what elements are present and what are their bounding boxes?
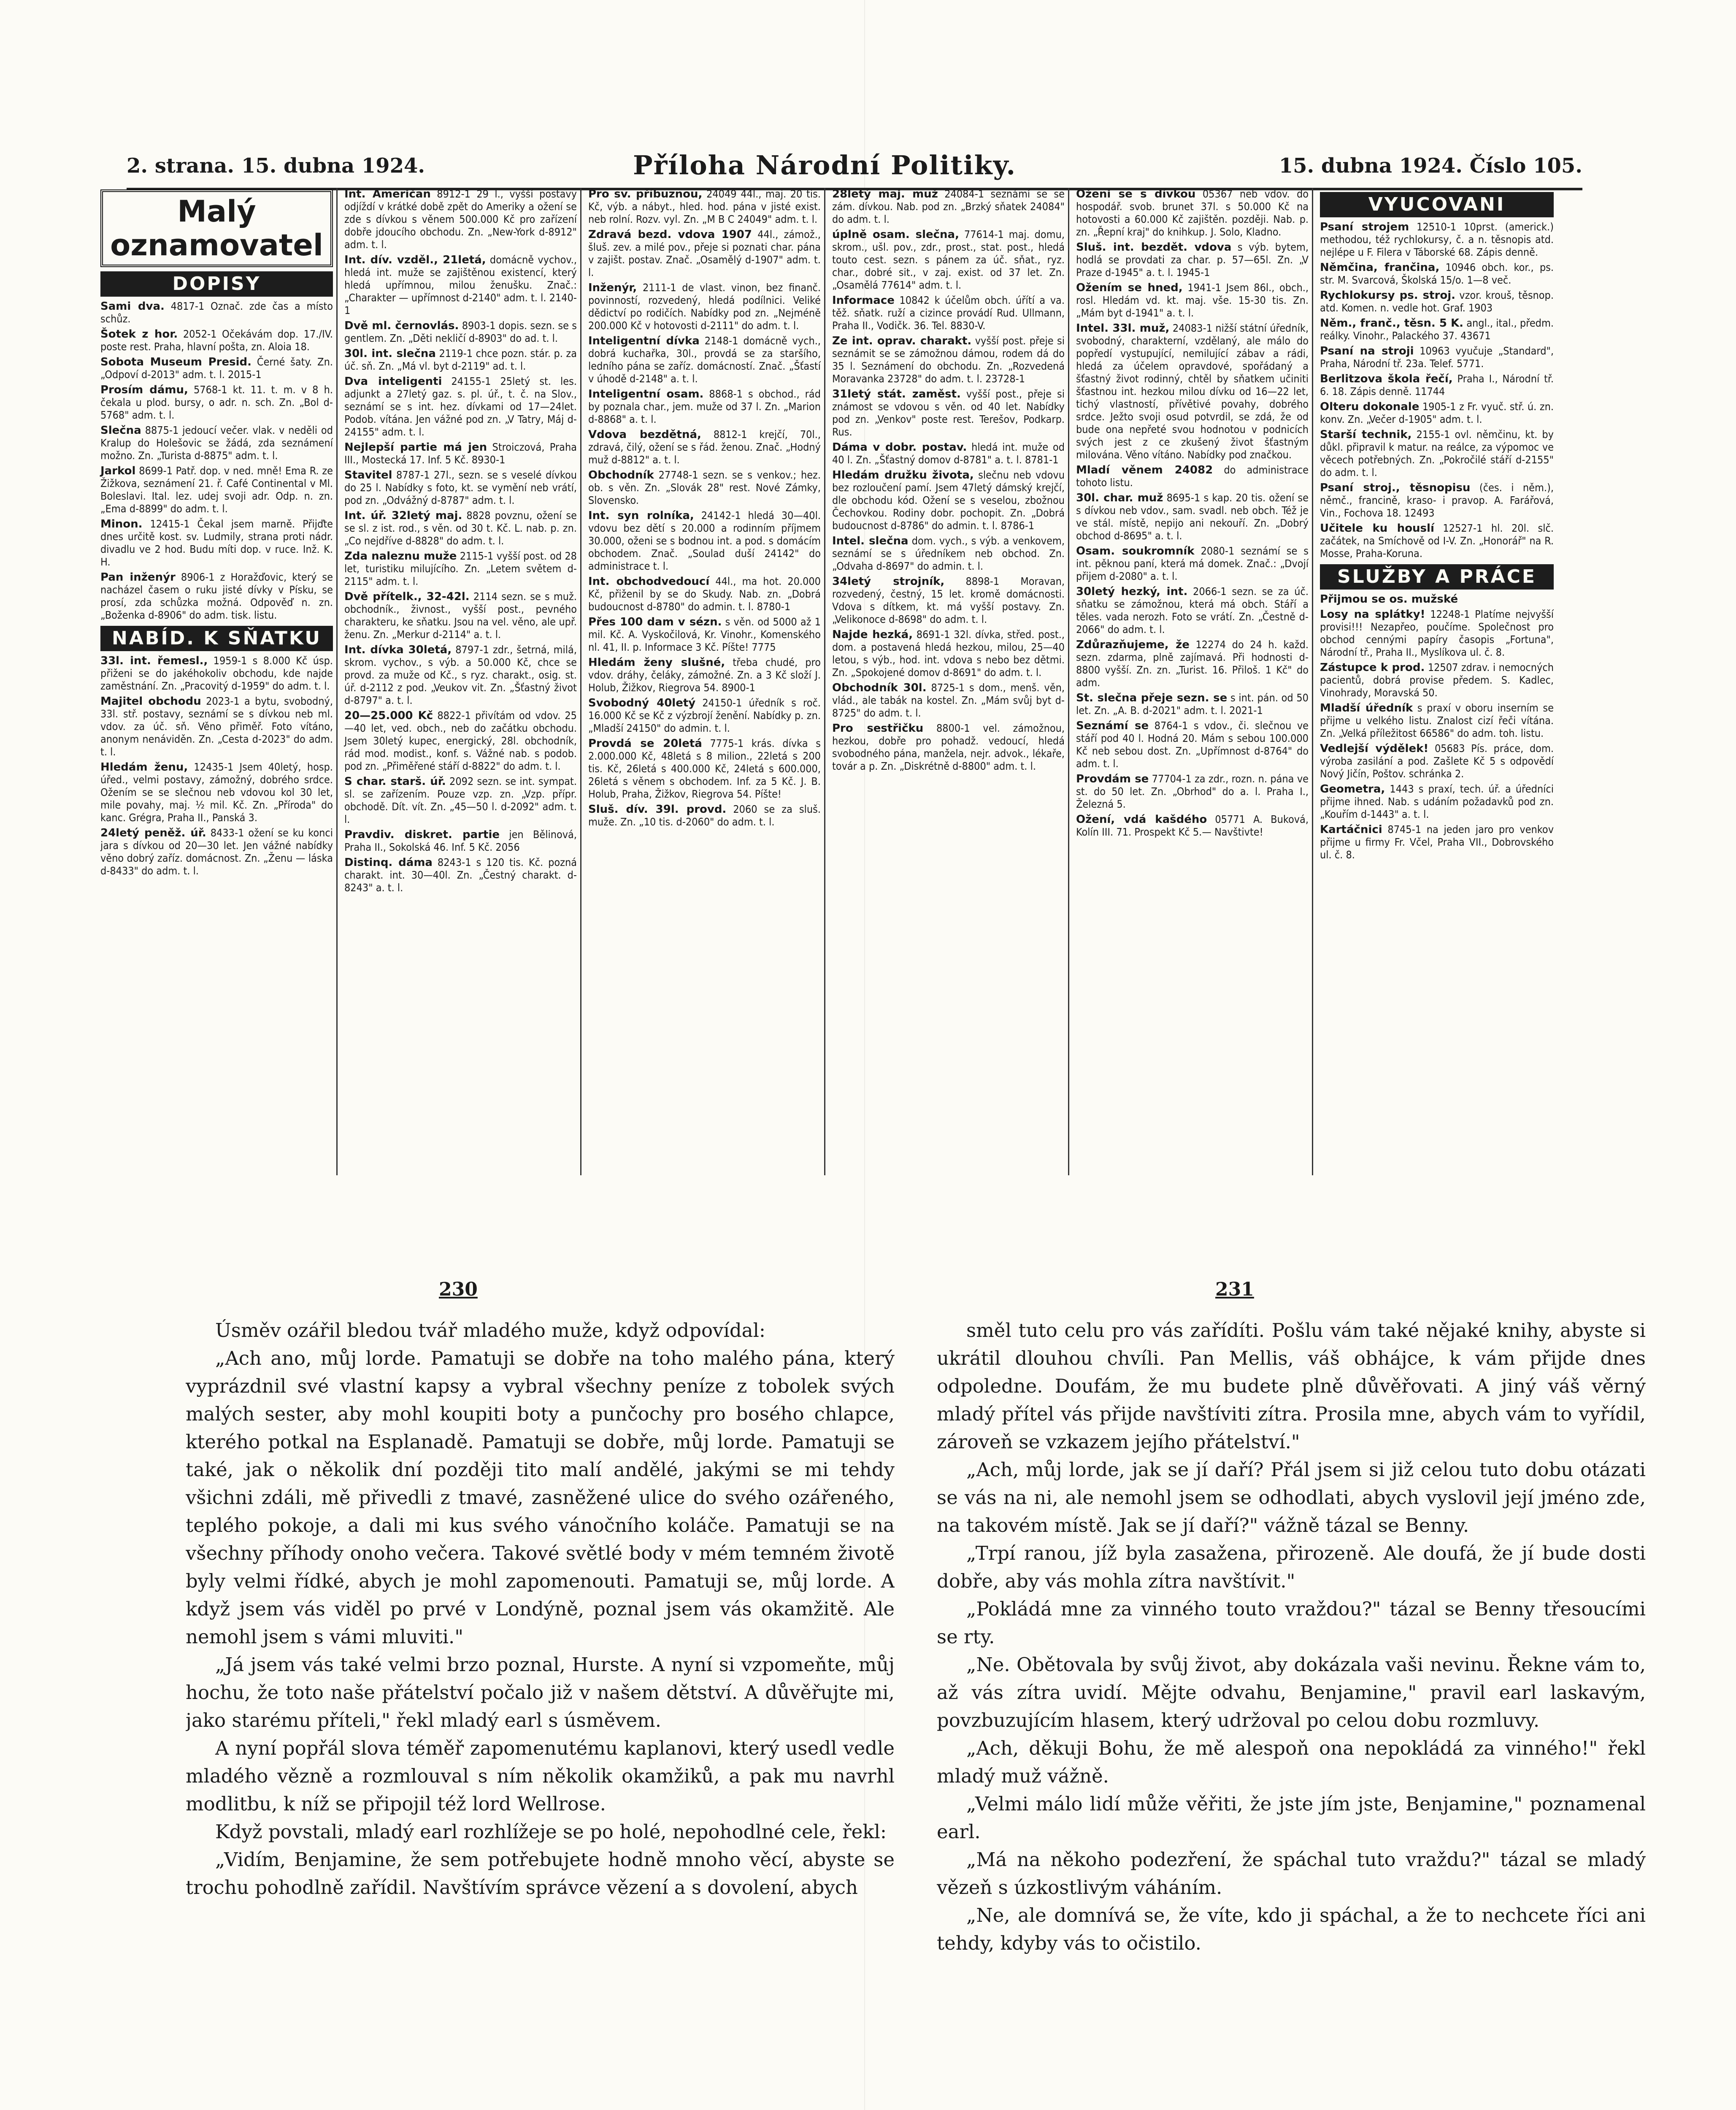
ad-heading: 24letý peněž. úř. <box>100 827 206 839</box>
ad-heading: Dvě ml. černovlás. <box>344 319 459 332</box>
ad-text: 1959-1 s 8.000 Kč úsp. přiženi se do jakéhokoliv obchodu, kde najde zaměstnání. Zn. „Pracovitý d-1959" do adm. t. l. <box>100 655 333 692</box>
classified-ad <box>832 188 1065 226</box>
classified-ad <box>588 656 821 694</box>
ad-text: do administrace tohoto listu. <box>1076 464 1309 489</box>
ad-heading: Starší technik, <box>1320 428 1412 441</box>
ad-heading: Pro sv. příbuznou, <box>588 188 703 200</box>
story-column-right <box>937 1317 1646 2110</box>
story-paragraph: „Ne, ale domnívá se, že víte, kdo ji spáchal, a že to nechcete říci ani tehdy, kdyby vás to očistilo. <box>937 1904 1646 1954</box>
classified-ad <box>588 281 821 332</box>
ad-heading: Hledám družku života, <box>832 469 974 482</box>
classified-ad <box>100 518 333 568</box>
ad-text: 8433-1 ožení se ku konci jara s dívkou od 20—30 let. Jen vážné nabídky věno dobrý zaříz. domácnost. Zn. „Ženu — láska d-8433" do adm. t. l. <box>100 827 333 877</box>
classified-ad <box>588 335 821 385</box>
classified-ad <box>832 575 1065 626</box>
classified-ad <box>588 803 821 828</box>
story-paragraph: „Velmi málo lidí může věřiti, že jste jím jste, Benjamine," poznamenal earl. <box>937 1793 1646 1843</box>
story-column-left <box>186 1317 895 2110</box>
ad-heading: Pan inženýr <box>100 571 176 584</box>
header-date-left: 2. strana. 15. dubna 1924. <box>127 154 425 178</box>
ad-text: 2119-1 chce pozn. stár. p. za úč. sň. Zn. „Má vl. byt d-2119" ad. t. l. <box>344 347 577 372</box>
classified-ad <box>588 575 821 613</box>
classified-ad <box>832 441 1065 466</box>
ad-text: 8764-1 s vdov., či. slečnou ve stáří pod 40 l. Hodná 20. Mám s sebou 100.000 Kč neb sebou dost. Zn. „Upřímnost d-8764" do adm. t. l. <box>1076 720 1309 770</box>
classified-ad <box>588 697 821 735</box>
story-paragraph: „Já jsem vás také velmi brzo poznal, Hurste. A nyní si vzpomeňte, můj hochu, že toto naše přátelství počalo již v našem dětství. A důvěřujte mi, jako starému příteli," řekl mladý earl s úsměvem. <box>186 1653 895 1731</box>
ad-heading: 20—25.000 Kč <box>344 709 433 722</box>
classified-ad <box>1320 261 1554 287</box>
story-paragraph: „Ach, můj lorde, jak se jí daří? Přál jsem si již celou tuto dobu otázati se vás na ni, ale nemohl jsem se odhodlati, abych vyslovil její jméno zde, na takovém místě. Jak se jí daří?" vážně tázal se Benny. <box>937 1458 1646 1537</box>
classified-ad <box>832 294 1065 332</box>
ad-heading: 30l. char. muž <box>1076 492 1163 504</box>
ad-text: Praha I., Národní tř. 6. 18. Zápis denně. 11744 <box>1320 373 1554 398</box>
ad-text: s praxí v oboru inserním se přijme u velkého listu. Znalost cizí řeči vítána. Zn. „Velká příležitost 66586" do adm. toh. listu. <box>1320 702 1554 739</box>
classified-ad <box>1076 188 1309 238</box>
ad-text: 8822-1 přivítám od vdov. 25—40 let, ved. obch., neb do začátku obchodu. Jsem 30letý kupec, energický, 28l. obchodník, rád mod. modist., konf. s. Vážné nab. s podob. pod zn. „Přiměřené stáří d-8822" do adm. t. l. <box>344 709 577 772</box>
ad-heading: Provdám se <box>1076 773 1149 785</box>
ad-heading: St. slečna přeje sezn. se <box>1076 692 1228 704</box>
classified-ad <box>100 465 333 515</box>
story-paragraph: „Pokládá mne za vinného touto vraždou?" tázal se Benny třesoucími se rty. <box>937 1598 1646 1648</box>
classified-ad <box>1320 661 1554 699</box>
ad-text: 8699-1 Patř. dop. v ned. mně! Ema R. ze Žižkova, seznámení 21. ř. Café Continental v Ml. Boleslavi. Ital. lez. udej svoji adr. Odp. n. zn. „Ema d-8899" do adm. t. l. <box>100 465 333 515</box>
ad-text: slečnu neb vdovu bez rozloučení pamí. Jsem 47letý dámský krejčí, dle obchodu kód. Ožení se s veselou, zbožnou Čechovkou. Rodiny dobr. pochopit. Zn. „Dobrá budoucnost d-8786" do admin. t. l. 8786-1 <box>832 469 1065 532</box>
classified-ad <box>1320 317 1554 342</box>
ad-text: 8912-1 29 l., vyšší postavy odjíždí v krátké době zpět do Ameriky a ožení se zde s dívkou s věnem 500.000 Kč pro zařízení dobře jdoucího obchodu. Zn. „New-York d-8912" adm. t. l. <box>344 188 577 251</box>
ad-heading: Nejlepší partie má jen <box>344 441 487 454</box>
ad-heading: Sluš. dív. 39l. provd. <box>588 803 727 816</box>
ad-text: 12527-1 hl. 20l. slč. začátek, na Smíchově od I-V. Zn. „Honorář" na R. Mosse, Praha-Koruna. <box>1320 522 1554 560</box>
classified-ad <box>1076 720 1309 770</box>
ad-text: třeba chudé, pro vdov. dráhy, čeláky, zámožné. Zn. a 3 Kč složí J. Holub, Žižkov, Riegrova 54. 8900-1 <box>588 656 821 694</box>
classified-ad <box>344 590 577 641</box>
ad-text: 2114 sezn. se s muž. obchodník., živnost., vyšší post., pevného charakteru, ke sňatku. Jsou na vel. věno, ale upř. ženu. Zn. „Merkur d-2114" a. t. l. <box>344 590 577 641</box>
ad-text: 2023-1 a bytu, svobodný, 33l. stř. postavy, seznámí se s dívkou neb ml. vdov. za úč. sň. Věno přiměř. Foto vítáno, anonym nenáviděn. Zn. „Cesta d-2023" do adm. t. l. <box>100 695 333 758</box>
classified-ad <box>832 682 1065 720</box>
ad-text: 24150-1 úředník s roč. 16.000 Kč se Kč z výzbrojí ženění. Nabídky p. zn. „Mladší 24150" do admin. t. l. <box>588 697 821 734</box>
classified-ad <box>1076 545 1309 583</box>
ad-text: 2092 sezn. se int. sympat. sl. se zařízením. Pouze vzp. zn. „Vzp. přípr. obchodě. Dít. vít. Zn. „45—50 l. d-2092" adm. t. l. <box>344 775 577 825</box>
ad-heading: Ožení, vdá kašdého <box>1076 813 1207 826</box>
classified-ad <box>588 469 821 507</box>
ad-heading: Slečna <box>100 424 141 437</box>
ad-text: 4817-1 Označ. zde čas a místo schůz. <box>100 300 333 325</box>
ad-text: 24083-1 nižší státní úředník, svobodný, charakterní, vzdělaný, ale málo do popředí vystupující, nemilující zábav a rádi, hledá za účelem opravdové, spořádaný a šťastný život rodinný, chtěl by sňatkem učiniti šťastnou int. hezkou milou dívku od 16—22 let, tichý vlastností, přívětivé povahy, dobrého srdce. Ježto svoji osud potvrdil, se zdá, že od bude ona nepřeté svou hodnotou v podnicích svých jest z ce zkušený život šťastným milována. Věno vítáno. Nabídky pod značkou. <box>1076 322 1309 461</box>
ad-text: 2080-1 seznámí se s int. pěknou paní, která má domek. Znač.: „Dvojí přijem d-2080" a. t. l. <box>1076 545 1309 582</box>
classified-ad <box>344 775 577 826</box>
ad-text: 8797-1 zdr., šetrná, milá, skrom. vychov., s výb. a 50.000 Kč, chce se provd. za muže od Kč., s ryz. charakt., osig. st. úř. d-2112 z pod. „Veukov vit. Zn. „Šťastný život d-8797" a. t. l. <box>344 644 577 706</box>
classified-ad <box>1076 492 1309 542</box>
ad-heading: Zdůrazňujeme, že <box>1076 638 1190 651</box>
classified-ad <box>344 441 577 466</box>
ad-heading: Mladší úředník <box>1320 702 1413 714</box>
masthead-line: oznamovatel <box>110 228 323 262</box>
ad-text: (čes. i něm.), němč., francině, kraso- i pravop. A. Farářová, Vin., Fochova 18. 12493 <box>1320 482 1554 519</box>
classified-ad <box>1320 593 1554 606</box>
ad-text: 05683 Pís. práce, dom. výroba zasilání a pod. Zašlete Kč 5 s odpovědí Nový Jičín, Poštov. schránka 2. <box>1320 742 1554 780</box>
ad-text: s výb. bytem, hodlá se provdati za char. p. 57—65l. Zn. „V Praze d-1945" a. t. l. 1945-1 <box>1076 241 1309 279</box>
ad-text: 77614-1 maj. domu, skrom., ušl. pov., zdr., prost., stat. post., hledá touto cest. sezn. s pánem za úč. sňat., ryz. char., dobré sit., v zaj. exist. od 37 let. Zn. „Osamělá 77614" adm. t. l. <box>832 228 1065 291</box>
classified-ad <box>1320 373 1554 398</box>
ad-text: 1443 s praxí, tech. úř. a úředníci přijme ihned. Nab. s udáním požadavků pod zn. „Kouřím d-1443" a. t. l. <box>1320 783 1554 820</box>
small-ads-masthead <box>100 189 333 267</box>
ad-text: s int. pán. od 50 let. Zn. „A. B. d-2021" adm. t. l. 2021-1 <box>1076 692 1309 717</box>
ad-heading: Zástupce k prod. <box>1320 661 1425 674</box>
story-paragraph: směl tuto celu pro vás zařídíti. Pošlu vám také nějaké knihy, abyste si ukrátil dlouhou chvíli. Pan Mellis, váš obhájce, k vám přijde dnes odpoledne. Doufám, že mu budete plně důvěřovati. A jiný váš věrný mladý přítel vás přijde navštíviti zítra. Prosila mne, abych vám to vyřídil, zároveň se vzkazem jejího přátelství." <box>937 1319 1646 1453</box>
ad-text: 8812-1 krejčí, 70l., zdravá, čilý, ožení se s řád. ženou. Znač. „Hodný muž d-8812" a. t. l. <box>588 428 821 466</box>
ad-heading: Přijmou se os. mužské <box>1320 593 1458 606</box>
ad-heading: Psaní strojem <box>1320 221 1409 233</box>
ad-heading: Psaní na stroji <box>1320 345 1414 357</box>
ad-text: 2060 se za sluš. muže. Zn. „10 tis. d-2060" do adm. t. l. <box>588 803 821 828</box>
ad-heading: Psaní stroj., těsnopisu <box>1320 482 1471 494</box>
classified-ad <box>588 509 821 573</box>
story-paragraph: „Vidím, Benjamine, že sem potřebujete hodně mnoho věcí, abyste se trochu pohodlně zařídil. Navštívím správce vězení a s dovolení, abych <box>186 1848 895 1899</box>
ad-heading: Minon. <box>100 518 143 530</box>
classified-ad <box>344 509 577 547</box>
ad-text: 1941-1 Jsem 86l., obch., rosl. Hledám vd. kt. maj. vše. 15-30 tis. Zn. „Mám byt d-1941" a. t. l. <box>1076 281 1309 319</box>
ad-heading: Int. syn rolníka, <box>588 509 694 522</box>
ad-text: 10946 obch. kor., ps. str. M. Svarcová, Školská 15/o. 1—8 več. <box>1320 261 1554 286</box>
ad-heading: Geometra, <box>1320 783 1385 795</box>
ad-text: 2111-1 de vlast. vinon, bez finanč. povinností, rozvedený, hledá podílnici. Veliké dědictví po rodičích. Nabídky pod zn. „Nejméně 200.000 Kč v hotovosti d-2111" do adm. t. l. <box>588 281 821 332</box>
story-paragraph: „Má na někoho podezření, že spáchal tuto vraždu?" tázal se mladý vězeň s úzkostlivým váháním. <box>937 1848 1646 1899</box>
page-number-right: 231 <box>1215 1279 1254 1300</box>
ad-text: 12510-1 10prst. (americk.) methodou, též rychlokursy, č. a n. těsnopis atd. nejlépe u F. Filera v Táborské 68. Zápis denně. <box>1320 221 1554 258</box>
ad-heading: Ožením se hned, <box>1076 281 1183 294</box>
ad-text: 2052-1 Očekávám dop. 17./IV. poste rest. Praha, hlavní pošta, zn. Aloia 18. <box>100 328 333 353</box>
classified-ad <box>344 856 577 894</box>
classified-ad <box>1320 783 1554 821</box>
classified-ad <box>100 695 333 758</box>
ad-heading: Mladí věnem 24082 <box>1076 464 1213 476</box>
ad-text: 8800-1 vel. zámožnou, hezkou, dobře pro pohadž. vedoucí, hledá svobodného pána, manžela, nejr. advok., lékaře, továr a p. Zn. „Diskrétně d-8800" adm. t. l. <box>832 722 1065 772</box>
classified-ad <box>1320 823 1554 861</box>
ad-text: 8725-1 s dom., menš. věn, vlád., ale tabák na kostel. Zn. „Mám svůj byt d-8725" do adm. t. l. <box>832 682 1065 719</box>
classified-ad <box>1076 464 1309 489</box>
ad-text: 12507 zdrav. i nemocných pacientů, dobrá provise předem. S. Kadlec, Vinohrady, Moravská 50. <box>1320 661 1554 699</box>
classified-ad <box>1320 742 1554 780</box>
ad-text: 44l., zámož., šluš. zev. a milé pov., přeje si poznati char. pána v zajišt. postav. Znač. „Osamělý d-1907" adm. t. l. <box>588 228 821 279</box>
masthead-line: Malý <box>177 194 256 229</box>
ad-heading: Sobota Museum Presid. <box>100 356 252 368</box>
ad-heading: Oženi se s dívkou <box>1076 188 1196 200</box>
ad-heading: Vdova bezdětná, <box>588 428 701 441</box>
ad-heading: Zdravá bezd. vdova 1907 <box>588 228 752 241</box>
header-supplement-title: Příloha Národní Politiky. <box>633 150 1017 181</box>
classified-ad <box>100 761 333 824</box>
classified-ad <box>1320 608 1554 659</box>
classified-ad <box>344 188 577 251</box>
ad-text: 24142-1 hledá 30—40l. vdovu bez dětí s 20.000 a rodinním příjmem 30.000, oženi se s bodnou int. a pod. s domácím obchodem. Znač. „Soulad duší 24142" do administrace t. l. <box>588 509 821 572</box>
classified-ad <box>1320 428 1554 479</box>
ad-text: 77704-1 za zdr., rozn. n. pána ve st. do 50 let. Zn. „Obrhod" do a. l. Praha I., Železná 5. <box>1076 773 1309 810</box>
classified-ad <box>344 347 577 373</box>
ad-text: domácně vychov., hledá int. muže se zajištěnou existencí, který hledá upřímnou, milou ženušku. Znač.: „Charakter — upřímnost d-2140" adm. t. l. 2140-1 <box>344 254 577 316</box>
classified-ad <box>832 388 1065 438</box>
classified-ad <box>588 737 821 801</box>
ad-heading: Kartáčnici <box>1320 823 1382 836</box>
story-paragraph: „Ach, děkuji Bohu, že mě alespoň ona nepokládá za vinného!" řekl mladý muž vážně. <box>937 1737 1646 1787</box>
classified-ad <box>1076 241 1309 279</box>
classified-ad <box>344 375 577 438</box>
ad-heading: Informace <box>832 294 895 307</box>
ad-heading: Intel. 33l. muž, <box>1076 322 1170 335</box>
classified-ad <box>1076 638 1309 689</box>
ad-heading: Inteligentní osam. <box>588 388 704 400</box>
ad-heading: Int. obchodvedoucí <box>588 575 710 588</box>
ad-text: 8691-1 32l. dívka, střed. post., dom. a postavená hledá hezkou, milou, 25—40 letou, s výb., hod. int. vdova s nebo bez dětmi. Zn. „Spokojené domov d-8691" do adm. t. l. <box>832 628 1065 679</box>
classified-ad <box>344 469 577 507</box>
classified-ad <box>100 356 333 381</box>
classified-ad <box>832 228 1065 292</box>
ad-heading: Svobodný 40letý <box>588 697 696 709</box>
classified-ad <box>100 300 333 325</box>
classified-ad <box>344 550 577 588</box>
ad-heading: 33l. int. řemesl., <box>100 655 208 667</box>
ad-heading: Učitele ku houslí <box>1320 522 1434 535</box>
ad-column-4 <box>829 188 1069 1175</box>
ad-text: s věn. od 5000 až 1 mil. Kč. A. Vyskočilová, Kr. Vinohr., Komenského nl. 41, II. p. Informace 3 Kč. Píšte! 7775 <box>588 616 821 653</box>
story-paragraph: A nyní popřál slova téměř zapomenutému kaplanovi, který usedl vedle mladého vězně a rozmlouval s ním několik okamžiků, a pak mu navrhl modlitbu, k níž se připojil též lord Wellrose. <box>186 1737 895 1815</box>
ad-text: jen Bělinová, Praha II., Sokolská 46. Inf. 5 Kč. 2056 <box>344 828 577 853</box>
ad-heading: Najde hezká, <box>832 628 913 641</box>
classified-ad <box>100 424 333 462</box>
header-issue-number: 15. dubna 1924. Číslo 105. <box>1279 154 1582 178</box>
ad-text: 8745-1 na jeden jaro pro venkov přijme u firmy Fr. Včel, Praha VII., Dobrovského ul. č. 8. <box>1320 823 1554 861</box>
classified-ads <box>97 188 1561 1175</box>
ad-column-6 <box>1317 188 1557 1175</box>
classified-ad <box>344 709 577 773</box>
ad-heading: Obchodník 30l. <box>832 682 927 694</box>
story-paragraph: „Trpí ranou, jíž byla zasažena, přirozeně. Ale doufá, že jí bude dosti dobře, aby vás mohla zítra navštívit." <box>937 1542 1646 1592</box>
ad-text: 12435-1 Jsem 40letý, hosp. úřed., velmi postavy, zámožný, dobrého srdce. Ožením se se slečnou neb vdovou kol 30 let, mile povahy, maj. ½ mil. Kč. Zn. „Příroda" do kanc. Grégra, Praha II., Panská 3. <box>100 761 333 824</box>
classified-ad <box>1076 322 1309 461</box>
ad-heading: Int. dív. vzděl., 21letá, <box>344 254 486 266</box>
classified-ad <box>1320 289 1554 314</box>
ad-heading: Rychlokursy ps. stroj. <box>1320 289 1456 302</box>
ad-text: 44l., ma hot. 20.000 Kč, přiženil by se do Skudy. Nab. zn. „Dobrá budoucnost d-8780" do admin. t. l. 8780-1 <box>588 575 821 613</box>
ad-heading: Zda naleznu muže <box>344 550 457 563</box>
classified-ad <box>588 616 821 654</box>
ad-text: 1905-1 z Fr. vyuč. stř. ú. zn. konv. Zn. „Večer d-1905" adm. t. l. <box>1320 400 1554 425</box>
classified-ad <box>100 827 333 877</box>
ad-text: 8875-1 jedoucí večer. vlak. v neděli od Kralup do Holešovic se žádá, zda seznámení možno. Zn. „Turista d-8875" adm. t. l. <box>100 424 333 462</box>
page-header <box>127 150 1582 190</box>
ad-text: 7775-1 krás. dívka s 2.000.000 Kč, 48letá s 8 milion., 22letá s 200 tis. Kč, 26letá s 400.000 Kč, 24letá s 600.000, 26letá s věnem s obchodem. Inf. za 5 Kč. J. B. Holub, Praha, Žižkov, Riegrova 54. Píšte! <box>588 737 821 800</box>
classified-ad <box>832 469 1065 532</box>
ad-heading: Ze int. oprav. charakt. <box>832 335 972 347</box>
classified-ad <box>1076 813 1309 839</box>
ad-heading: Šotek z hor. <box>100 328 178 341</box>
ad-heading: Distinq. dáma <box>344 856 433 869</box>
story-paragraph: Když povstali, mladý earl rozhlížeje se po holé, nepohodlné cele, řekl: <box>215 1821 887 1843</box>
ad-text: 12415-1 Čekal jsem marně. Přijďte dnes určitě kost. sv. Ludmily, strana proti nádr. divadlu ve 2 hod. Budu míti dop. v ruce. Inž. K. H. <box>100 518 333 568</box>
classified-ad <box>100 571 333 622</box>
classified-ad <box>1320 345 1554 370</box>
ad-text: 24155-1 25letý st. les. adjunkt a 27letý gaz. s. pl. úř., t. č. na Slov., seznámí se s int. hez. dívkami od 17—24let. Podob. vítána. Jen vážné pod zn. „V Tatry, Máj d-24155" adm. t. l. <box>344 375 577 438</box>
ad-column-1 <box>97 188 338 1175</box>
ad-text: 05771 A. Buková, Kolín III. 71. Prospekt Kč 5.— Navštivte! <box>1076 813 1309 838</box>
ad-text: 5768-1 kt. 11. t. m. v 8 h. čekala u plod. bursy, o adr. n. sch. Zn. „Bol d-5768" adm. t. l. <box>100 384 333 421</box>
ad-text: 2066-1 sezn. se za úč. sňatku se zámožnou, která má obch. Stáří a těles. vada nerozh. Foto se vrátí. Zn. „Čestně d-2066" do adm. t. l. <box>1076 585 1309 636</box>
ad-heading: Losy na splátky! <box>1320 608 1425 621</box>
classified-ad <box>1320 482 1554 519</box>
ad-column-2 <box>341 188 581 1175</box>
classified-ad <box>1320 522 1554 560</box>
ad-text: 8243-1 s 120 tis. Kč. pozná charakt. int. 30—40l. Zn. „Čestný charakt. d-8243" a. t. l. <box>344 856 577 894</box>
ad-column-5 <box>1073 188 1313 1175</box>
ad-text: vyšší post. přeje si seznámit se se zámožnou dámou, rodem dá do 35 l. Seznámení do obchodu. Zn. „Rozvedená Moravanka 23728" do adm. t. l. 23728-1 <box>832 335 1065 385</box>
ad-heading: Hledám ženy slušné, <box>588 656 725 669</box>
ad-text: 2148-1 domácně vych., dobrá kuchařka, 30l., provdá se za staršího, ledního pána se zaříz. domácností. Znač. „Šťastí v úhodě d-2148" a. t. l. <box>588 335 821 385</box>
classified-ad <box>1076 281 1309 319</box>
classified-ad <box>1076 585 1309 636</box>
ad-text: 10842 k účelům obch. úřítí a va. těž. sňatk. ruží a cizince provádí Rud. Ullmann, Praha II., Vodičk. 36. Tel. 8830-V. <box>832 294 1065 332</box>
ad-heading: Dva inteligenti <box>344 375 442 388</box>
classified-ad <box>832 535 1065 573</box>
ad-text: dom. vych., s výb. a venkovem, seznámí se s úředníkem neb obchod. Zn. „Odvaha d-8697" do admin. t. l. <box>832 535 1065 572</box>
ad-heading: 30letý hezký, int. <box>1076 585 1188 598</box>
classified-ad <box>344 319 577 345</box>
ad-heading: Přes 100 dam v sézn. <box>588 616 722 628</box>
ad-text: 8695-1 s kap. 20 tis. ožení se s dívkou neb vdov., sam. svadl. neb obch. Též je ve stál. místě, nepijo ani nekouří. Zn. „Dobrý obchod d-8695" a. t. l. <box>1076 492 1309 542</box>
story-paragraph: „Ach ano, můj lorde. Pamatuji se dobře na toho malého pána, který vyprázdnil své vlastní kapsy a vybral všechny peníze z tobolek svých malých sester, aby mohl koupiti boty a punčochy pro bosého chlapce, kterého potkal na Esplanadě. Pamatuji se dobře, můj lorde. Pamatuji se také, jak o několik dní později tito malí andělé, jakými se mi tehdy všichni zdáli, mě přivedli z tmavé, zasněžené ulice do svého ozářeného, teplého pokoje, a dali mi kus svého vánočního koláče. Pamatuji se na všechny příhody onoho večera. Takové světlé body v mém temném životě byly velmi řídké, abych je mohl zapomenouti. Pamatuji se, můj lorde. A když jsem vás viděl po prvé v Londýně, poznal jsem vás okamžitě. Ale nemohl jsem s vámi mluviti." <box>186 1347 895 1648</box>
classified-ad <box>832 628 1065 679</box>
ad-text: hledá int. muže od 40 l. Zn. „Šťastný domov d-8781" a. t. l. 8781-1 <box>832 441 1065 466</box>
ad-heading: Osam. soukromník <box>1076 545 1195 557</box>
ad-text: 27748-1 sezn. se s venkov.; hez. ob. s věn. Zn. „Slovák 28" rest. Nové Zámky, Slovensko. <box>588 469 821 506</box>
ad-text: 8903-1 dopis. sezn. se s gentlem. Zn. „Děti nekličí d-8903" do ad. t. l. <box>344 319 577 344</box>
ad-text: 8828 povznu, ožení se se sl. z ist. rod., s věn. od 30 t. Kč. L. nab. p. zn. „Co nejdříve d-8828" do adm. t. l. <box>344 509 577 547</box>
ad-heading: Něm., franč., těsn. 5 K. <box>1320 317 1464 330</box>
ad-heading: Obchodník <box>588 469 654 482</box>
ad-heading: Stavitel <box>344 469 392 482</box>
classified-ad <box>1076 773 1309 811</box>
ad-heading: S char. starš. úř. <box>344 775 446 788</box>
classified-ad <box>832 335 1065 385</box>
ad-heading: Vedlejší výdělek! <box>1320 742 1429 755</box>
classified-ad <box>100 384 333 422</box>
ad-heading: Provdá se 20letá <box>588 737 702 750</box>
ad-heading: Sluš. int. bezdět. vdova <box>1076 241 1232 254</box>
classified-ad <box>588 388 821 426</box>
ad-heading: Inženýr, <box>588 281 637 294</box>
classified-ad <box>344 254 577 317</box>
ad-text: 2155-1 ovl. němčinu, kt. by důkl. připravil k matur. na reálce, za výpomoc ve věcech potřebných. Zn. „Pokročilé stáří d-2155" do adm. t. l. <box>1320 428 1554 479</box>
ad-heading: Intel. slečna <box>832 535 909 547</box>
ad-text: 8898-1 Moravan, rozvedený, čestný, 15 let. kromě domácnosti. Vdova s dítkem, kt. má vyšší postavy. Zn. „Velikonoce d-8698" do adm. t. l. <box>832 575 1065 625</box>
ad-heading: Dvě přítelk., 32-42l. <box>344 590 470 603</box>
ad-text: angl., ital., předm. reálky. Vinohr., Palackého 37. 43671 <box>1320 317 1554 342</box>
ad-heading: Pro sestřičku <box>832 722 924 735</box>
ad-text: Černé šaty. Zn. „Odpoví d-2013" adm. t. l. 2015-1 <box>100 356 333 381</box>
story-paragraph: „Ne. Obětovala by svůj život, aby dokázala vaši nevinu. Řekne vám to, až vás zítra uvidí. Mějte odvahu, Benjamine," pravil earl laskavým, povzbuzujícím hlasem, který udržoval po celou dobu rozmluvy. <box>937 1653 1646 1731</box>
ad-heading: Inteligentní dívka <box>588 335 700 347</box>
classified-ad <box>832 722 1065 773</box>
ad-text: 8906-1 z Horažďovic, který se nacházel časem o ruku jisté dívky v Písku, se prosí, zda schůzka možná. Odpověď n. zn. „Boženka d-8906" do adm. tisk. listu. <box>100 571 333 621</box>
ad-heading: Seznámí se <box>1076 720 1149 732</box>
section-heading: SLUŽBY A PRÁCE <box>1320 564 1554 590</box>
ad-text: 8868-1 s obchod., rád by poznala char., jem. muže od 37 l. Zn. „Marion d-8868" a. t. l. <box>588 388 821 425</box>
classified-ad <box>1076 692 1309 717</box>
classified-ad <box>1320 702 1554 740</box>
ad-heading: úplně osam. slečna, <box>832 228 959 241</box>
ad-text: 2115-1 vyšší post. od 28 let, turistiku milujícího. Zn. „Letem světem d-2115" adm. t. l. <box>344 550 577 587</box>
ad-text: 24084-1 seznámí se se zám. dívkou. Nab. pod zn. „Brzký sňatek 24084" do adm. t. l. <box>832 188 1065 225</box>
ad-text: vyšší post., přeje si známost se vdovou s věn. od 40 let. Nabídky pod zn. „Venkov" poste rest. Terešov, Podkarp. Rus. <box>832 388 1065 438</box>
section-heading: DOPISY <box>100 271 333 297</box>
ad-heading: Olteru dokonale <box>1320 400 1420 413</box>
ad-heading: Němčina, frančina, <box>1320 261 1440 274</box>
section-heading: NABÍD. K SŇATKU <box>100 626 333 651</box>
ad-heading: 28letý maj. muž <box>832 188 938 200</box>
classified-ad <box>100 655 333 693</box>
ad-text: 10963 vyučuje „Standard", Praha, Národní tř. 23a. Telef. 5771. <box>1320 345 1554 370</box>
ad-heading: Int. dívka 30letá, <box>344 644 452 656</box>
ad-heading: Berlitzova škola řečí, <box>1320 373 1453 385</box>
classified-ad <box>1320 400 1554 426</box>
ad-heading: 31letý stát. zaměst. <box>832 388 961 400</box>
classified-ad <box>588 228 821 279</box>
ad-heading: Majitel obchodu <box>100 695 201 708</box>
section-heading: VYUCOVANI <box>1320 192 1554 217</box>
ad-heading: 30l. int. slečna <box>344 347 436 360</box>
classified-ad <box>588 188 821 226</box>
ad-text: 12274 do 24 h. každ. sezn. zdarma, plně zajímavá. Při hodnosti d-8800 vyšší. Zn. zn. „Turist. 16. Přiloš. 1 Kč" do adm. <box>1076 638 1309 689</box>
ad-heading: Int. úř. 32letý maj. <box>344 509 462 522</box>
ad-heading: Hledám ženu, <box>100 761 188 774</box>
ad-column-3 <box>585 188 825 1175</box>
story-paragraph: Úsměv ozářil bledou tvář mladého muže, když odpovídal: <box>215 1319 766 1342</box>
ad-heading: Sami dva. <box>100 300 165 313</box>
classified-ad <box>588 428 821 466</box>
ad-heading: Pravdiv. diskret. partie <box>344 828 500 841</box>
ad-heading: 34letý strojník, <box>832 575 945 588</box>
classified-ad <box>344 644 577 707</box>
ad-heading: Dáma v dobr. postav. <box>832 441 967 454</box>
ad-text: 8787-1 27l., sezn. se s veselé dívkou do 25 l. Nabídky s foto, kt. se vymění neb vrátí, pod zn. „Odvážný d-8787" adm. t. l. <box>344 469 577 506</box>
ad-heading: Prosím dámu, <box>100 384 188 396</box>
classified-ad <box>344 828 577 854</box>
ad-heading: Jarkol <box>100 465 136 477</box>
ad-heading: Int. Američan <box>344 188 431 200</box>
page-number-left: 230 <box>439 1279 478 1300</box>
ad-text: vzor. krouš, těsnop. atd. Komen. n. vedle hot. Graf. 1903 <box>1320 289 1554 314</box>
ad-text: 12248-1 Platíme nejvyšší provisi!!! Nezapřeo, poučíme. Společnost pro obchod cennými papíry časopis „Fortuna", Národní tř., Praha II., Myslíkova ul. č. 8. <box>1320 608 1554 658</box>
classified-ad <box>1320 221 1554 259</box>
ad-text: 05367 neb vdov. do hospodář. svob. brunet 37l. s 50.000 Kč na hotovosti a 60.000 Kč zajištěn. později. Nab. p. zn. „Řepní kraj" do knihkup. J. Solo, Kladno. <box>1076 188 1309 238</box>
ad-text: 24049 44l., maj. 20 tis. Kč, výb. a nábyt., hled. hod. pána v jisté exist. neb rolní. Rozv. vyl. Zn. „M B C 24049" adm. t. l. <box>588 188 821 225</box>
classified-ad <box>100 328 333 353</box>
ad-text: Stroiczová, Praha III., Mostecká 17. Inf. 5 Kč. 8930-1 <box>344 441 577 466</box>
